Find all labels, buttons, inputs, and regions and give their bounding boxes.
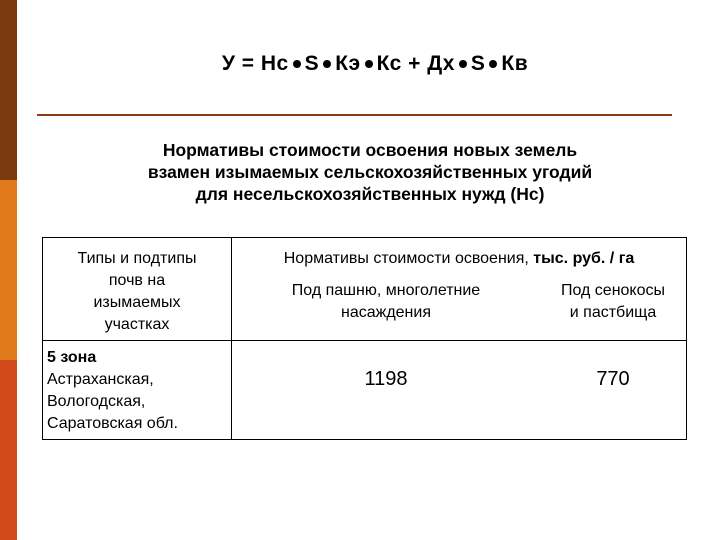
header-line: почв на (108, 272, 166, 289)
subheader-arable (232, 278, 541, 340)
subheader-line: насаждения (340, 304, 431, 322)
formula-part: S (304, 52, 320, 75)
header-line: изымаемых (93, 294, 181, 311)
norms-table (42, 237, 687, 440)
formula-part: Кв (501, 52, 529, 75)
title-line: взамен изымаемых сельскохозяйственных угодий (147, 162, 593, 182)
header-norms-unit: тыс. руб. / га (533, 250, 635, 267)
title-line: Нормативы стоимости освоения новых земель (162, 140, 578, 160)
value-arable: 1198 (232, 341, 541, 440)
multiply-dot-icon (365, 60, 373, 68)
subheader-line: и пастбища (569, 304, 657, 322)
side-bar-middle (0, 180, 17, 360)
multiply-dot-icon (293, 60, 301, 68)
formula-part: У = Нс (221, 52, 289, 75)
header-line: участках (104, 316, 170, 333)
header-norms-text: Нормативы стоимости освоения, (283, 250, 534, 267)
formula-part: Кэ (335, 52, 361, 75)
subheader-hayfields (540, 278, 687, 340)
header-soil-types (43, 238, 232, 341)
formula (0, 52, 720, 76)
formula-part: S (470, 52, 486, 75)
zone-cell (43, 341, 232, 440)
region-line: Астраханская, (47, 371, 154, 388)
side-bar-top (0, 0, 17, 180)
header-norms (232, 238, 687, 279)
subheader-line: Под пашню, многолетние (291, 282, 481, 300)
value-hayfields: 770 (540, 341, 687, 440)
formula-part: Кс + Дх (376, 52, 455, 75)
side-bar-bottom (0, 360, 17, 540)
subheader-line: Под сенокосы (560, 282, 666, 300)
multiply-dot-icon (489, 60, 497, 68)
region-line: Саратовская обл. (47, 415, 178, 432)
title-line: для несельскохозяйственных нужд (Нс) (195, 184, 545, 204)
header-line: Типы и подтипы (77, 250, 197, 267)
slide-title (40, 139, 700, 205)
zone-title: 5 зона (47, 349, 97, 366)
multiply-dot-icon (323, 60, 331, 68)
divider (37, 114, 672, 116)
table-row (43, 341, 687, 440)
region-line: Вологодская, (47, 393, 146, 410)
multiply-dot-icon (459, 60, 467, 68)
